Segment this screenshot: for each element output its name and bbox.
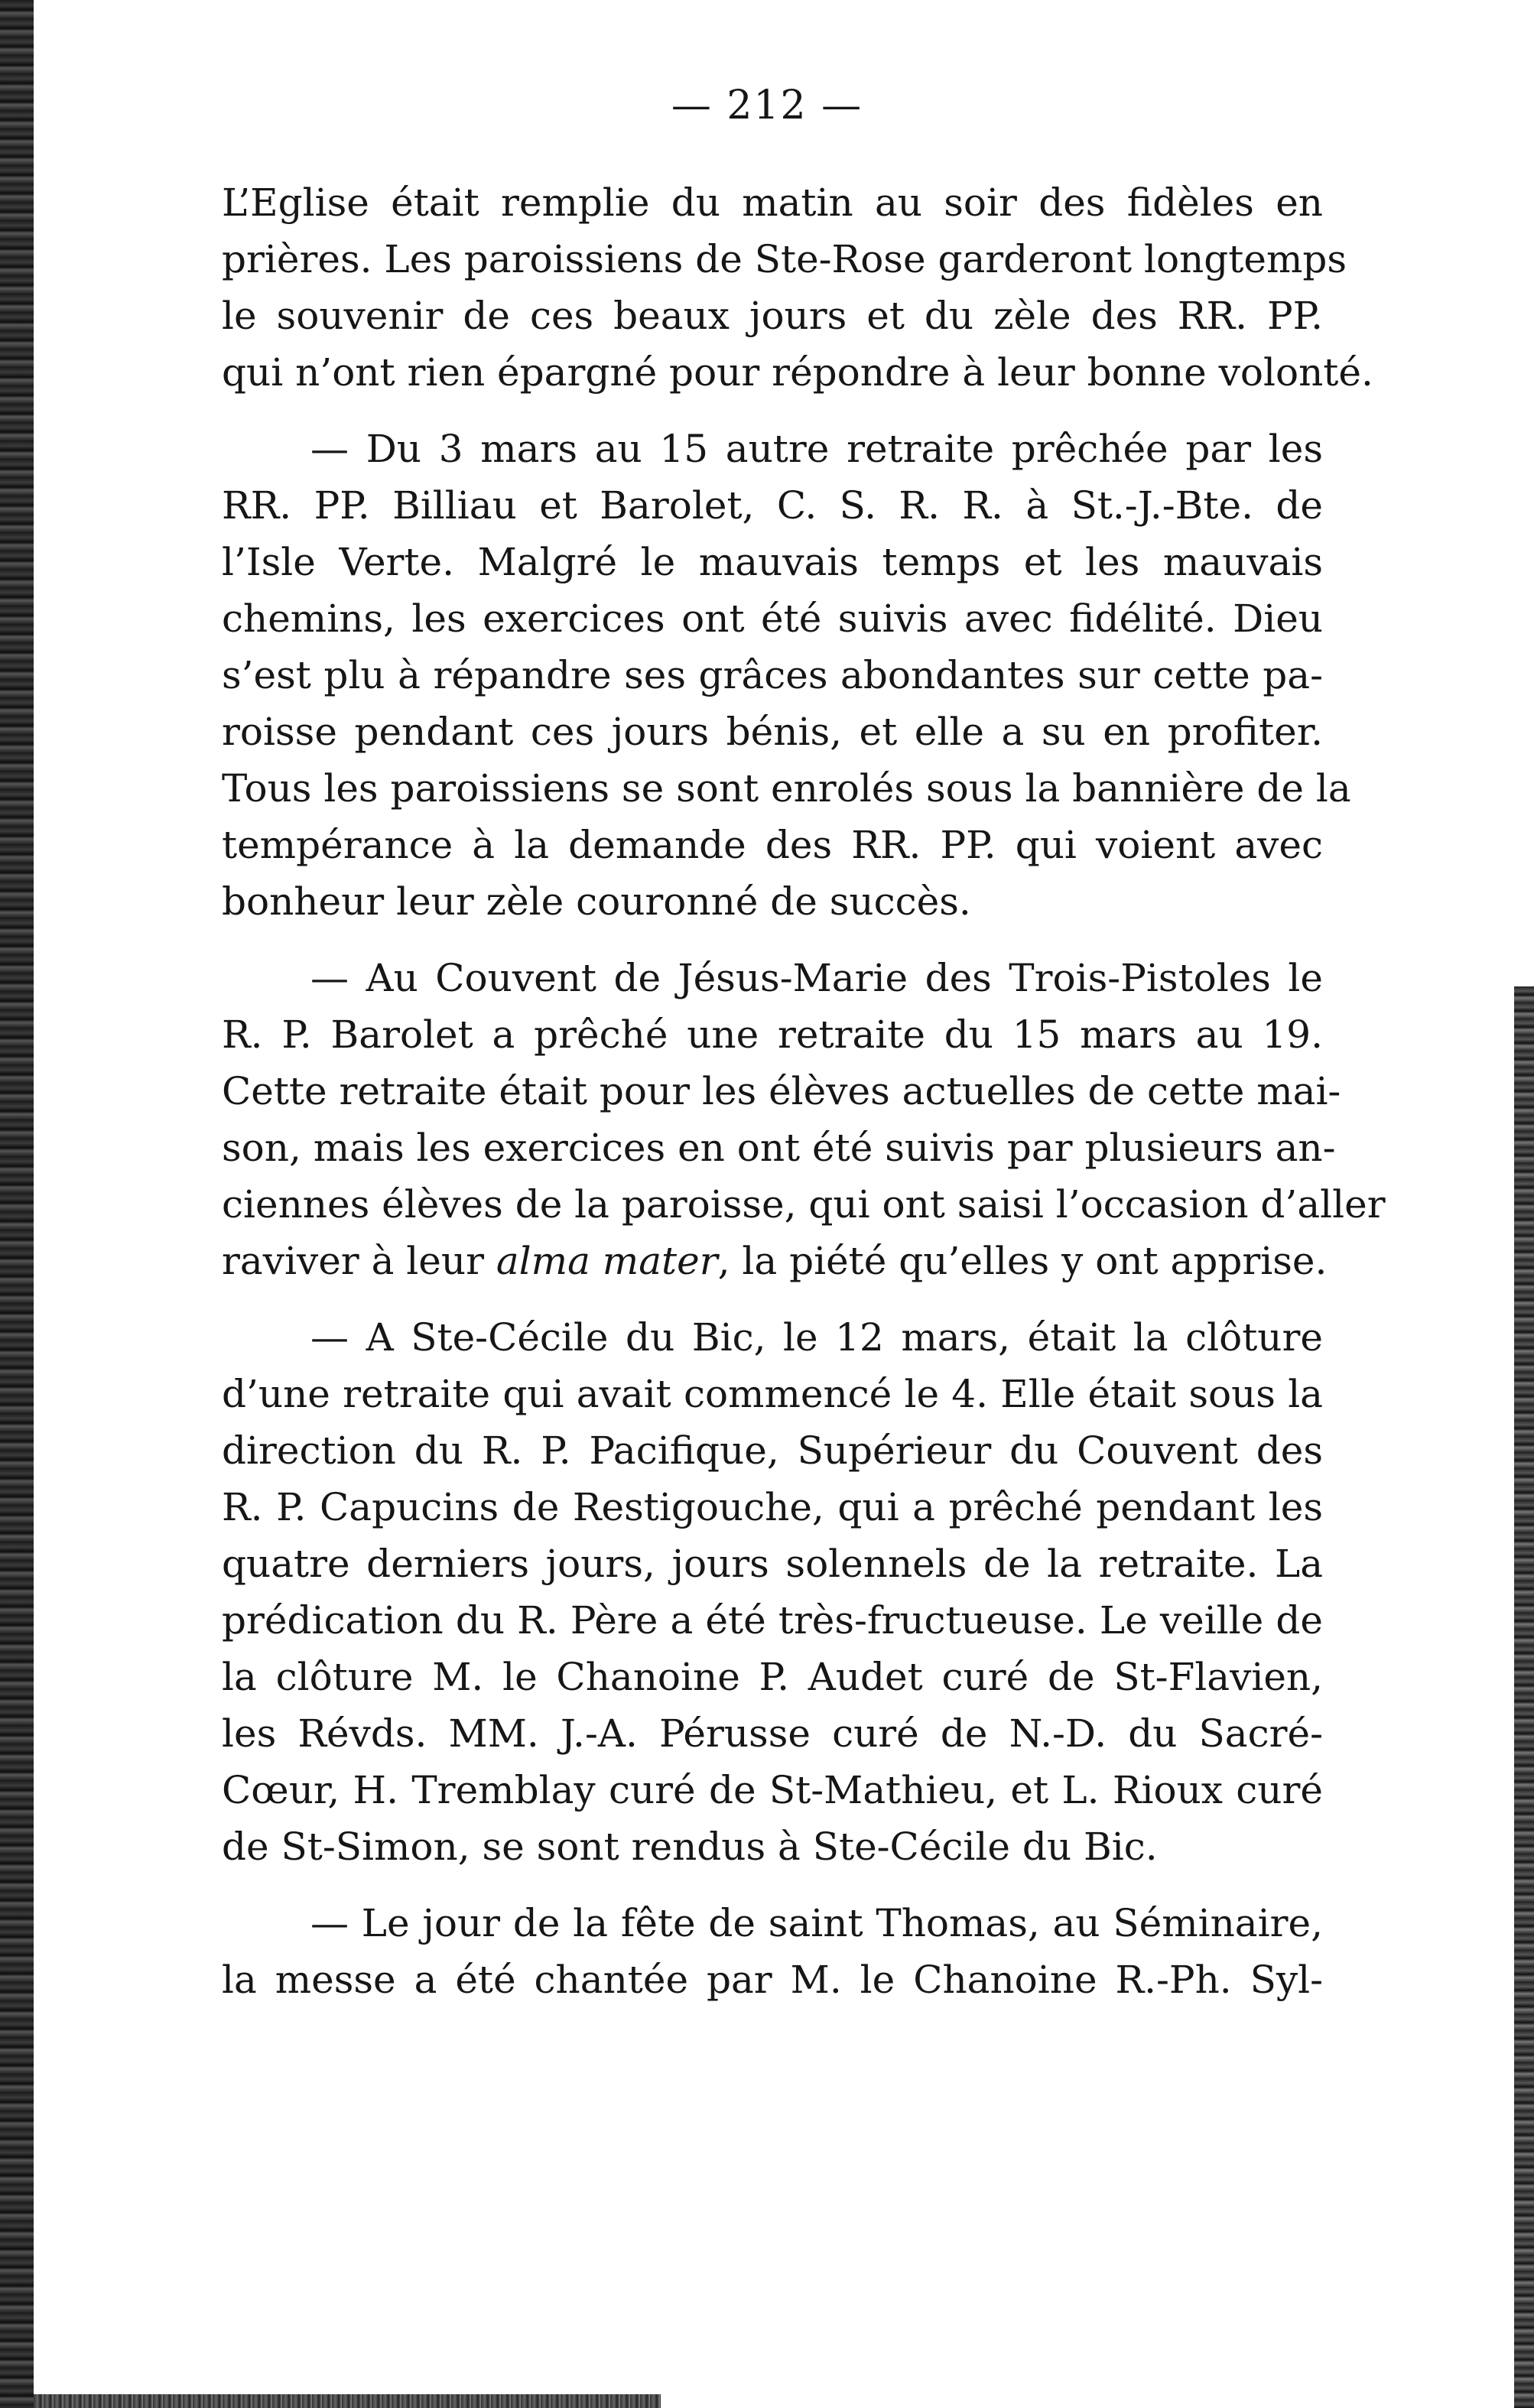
text-line: — A Ste-Cécile du Bic, le 12 mars, était la clôture <box>310 1315 1323 1360</box>
text-line: ciennes élèves de la paroisse, qui ont saisi l’occasion d’aller <box>222 1182 1386 1227</box>
text-line: chemins, les exercices ont été suivis avec fidélité. Dieu <box>222 596 1323 641</box>
paragraph-5 <box>222 1895 1323 2008</box>
text-line: la messe a été chantée par M. le Chanoine R.-Ph. Syl- <box>222 1958 1323 2002</box>
text-line: RR. PP. Billiau et Barolet, C. S. R. R. à St.-J.-Bte. de <box>222 483 1323 528</box>
paragraph-3 <box>222 950 1386 1289</box>
body-text <box>222 174 1386 2028</box>
text-line: L’Eglise était remplie du matin au soir des fidèles en <box>222 180 1323 225</box>
page-number: — 212 — <box>671 83 863 128</box>
text-line: — Le jour de la fête de saint Thomas, au Séminaire, <box>310 1901 1323 1945</box>
text-line: la clôture M. le Chanoine P. Audet curé de St-Flavien, <box>222 1655 1323 1699</box>
text-line: prières. Les paroissiens de Ste-Rose garderont longtemps <box>222 237 1347 281</box>
text-line: Cette retraite était pour les élèves actuelles de cette mai- <box>222 1069 1341 1113</box>
paragraph-1 <box>222 174 1373 401</box>
text-line: Cœur, H. Tremblay curé de St-Mathieu, et L. Rioux curé <box>222 1768 1323 1812</box>
text-line: qui n’ont rien épargné pour répondre à leur bonne volonté. <box>222 350 1373 395</box>
text-line: quatre derniers jours, jours solennels de la retraite. La <box>222 1542 1323 1586</box>
bottom-page-edge <box>34 2394 661 2408</box>
left-binding-edge <box>0 0 34 2408</box>
text-run: , la piété qu’elles y ont apprise. <box>717 1239 1328 1283</box>
paragraph-2 <box>222 421 1351 930</box>
text-line: tempérance à la demande des RR. PP. qui voient avec <box>222 823 1323 867</box>
italic-phrase: alma mater <box>496 1239 718 1283</box>
text-line: direction du R. P. Pacifique, Supérieur du Couvent des <box>222 1428 1323 1473</box>
text-line: s’est plu à répandre ses grâces abondantes sur cette pa- <box>222 653 1323 697</box>
text-line: R. P. Barolet a prêché une retraite du 15 mars au 19. <box>222 1012 1323 1057</box>
right-page-edge <box>1514 986 1534 2408</box>
text-line: R. P. Capucins de Restigouche, qui a prêché pendant les <box>222 1485 1323 1529</box>
text-line: de St-Simon, se sont rendus à Ste-Cécile du Bic. <box>222 1825 1158 1869</box>
text-line-with-italic <box>222 1233 1328 1289</box>
text-line: roisse pendant ces jours bénis, et elle a su en profiter. <box>222 710 1323 754</box>
text-line: — Du 3 mars au 15 autre retraite prêchée par les <box>310 427 1323 471</box>
text-line: prédication du R. Père a été très-fructueuse. Le veille de <box>222 1598 1323 1643</box>
text-run: raviver à leur <box>222 1239 496 1283</box>
text-line: Tous les paroissiens se sont enrolés sous la bannière de la <box>222 766 1351 811</box>
text-line: d’une retraite qui avait commencé le 4. Elle était sous la <box>222 1372 1323 1416</box>
text-line: le souvenir de ces beaux jours et du zèle des RR. PP. <box>222 294 1323 338</box>
paragraph-4 <box>222 1309 1323 1875</box>
text-line: — Au Couvent de Jésus-Marie des Trois-Pistoles le <box>310 956 1323 1000</box>
text-line: son, mais les exercices en ont été suivis par plusieurs an- <box>222 1126 1336 1170</box>
text-line: les Révds. MM. J.-A. Pérusse curé de N.-D. du Sacré- <box>222 1711 1323 1756</box>
text-line: bonheur leur zèle couronné de succès. <box>222 879 971 924</box>
text-line: l’Isle Verte. Malgré le mauvais temps et les mauvais <box>222 540 1323 584</box>
